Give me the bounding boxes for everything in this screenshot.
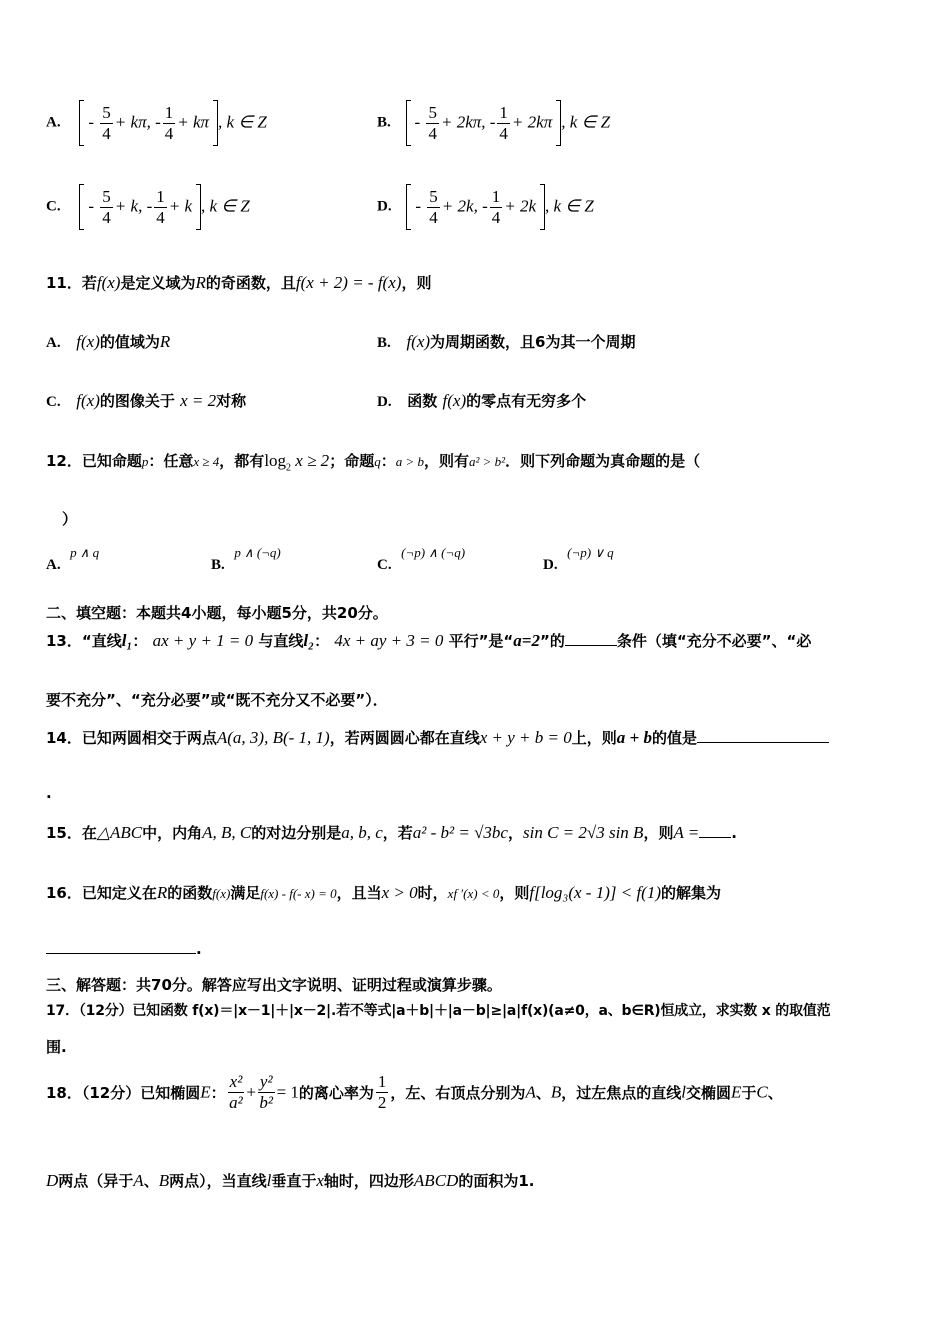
q16-answer-line: . [46, 940, 202, 958]
fraction: $\frac{\text{y²}}{\text{b²}}$ [259, 1072, 274, 1112]
answer-blank[interactable] [565, 645, 617, 646]
fraction: $\frac{1}{4}$ [164, 102, 174, 143]
fraction: $\frac{1}{4}$ [499, 102, 508, 143]
q12-option-a: A. p ∧ q [46, 545, 100, 573]
q11-option-a: A. f(x)的值域为R [46, 332, 171, 351]
q12-option-d: D. (¬p) ∨ q [543, 545, 614, 573]
q10-option-a: A. - $\frac{5}{4}$ + kπ, - $\frac{1}{4}$ + kπ , k ∈ Z [46, 100, 267, 146]
q11-option-d: D. 函数 f(x)的零点有无穷多个 [377, 391, 587, 410]
left-bracket [406, 100, 411, 146]
fraction: $\frac{1}{2}$ [377, 1072, 387, 1112]
q17-line1: 17．（12分）已知函数 f(x)＝|x－1|＋|x－2|.若不等式|a＋b|＋|a－b|≥|a|f(x)(a≠0，a、b∈R)恒成立，求实数 x 的取值范 [46, 1003, 831, 1019]
fraction: $\frac{5}{4}$ [428, 102, 437, 143]
q12-option-c: C. (¬p) ∧ (¬q) [377, 545, 466, 573]
section-2-heading: 二、填空题：本题共4小题，每小题5分，共20分。 [46, 604, 388, 622]
option-label: A. [46, 114, 61, 131]
left-bracket [79, 100, 84, 146]
fraction: $\frac{5}{4}$ [102, 186, 111, 227]
fraction: $\frac{5}{4}$ [102, 102, 111, 143]
q12-stem: 12．已知命题p：任意x ≥ 4，都有$\log_2 x \ge 2$；命题q：a > b，则有a² > b²．则下列命题为真命题的是（ [46, 451, 701, 474]
left-bracket [406, 184, 411, 230]
q13-line1: 13．“直线l₁： ax + y + 1 = 0 与直线l₂： 4x + ay + 3 = 0 平行”是“a=2”的 条件（填“充分不必要”、“必 [46, 631, 812, 650]
left-bracket [79, 184, 84, 230]
answer-blank[interactable] [46, 953, 196, 954]
q17-line2: 围. [46, 1038, 67, 1056]
option-label: B. [377, 114, 391, 131]
section-3-heading: 三、解答题：共70分。解答应写出文字说明、证明过程或演算步骤。 [46, 976, 502, 994]
fraction: $\frac{\text{x²}}{\text{a²}}$ [229, 1072, 243, 1112]
fraction: $\frac{1}{4}$ [156, 186, 165, 227]
q14-end-dot: . [46, 784, 52, 802]
q10-option-b: B. - $\frac{5}{4}$ + 2kπ, - $\frac{1}{4}$ + 2kπ , k ∈ Z [377, 100, 610, 146]
q13-line2: 要不充分”、“充分必要”或“既不充分又不必要”）． [46, 691, 388, 709]
q18-line1: 18．（12分）已知椭圆E： $\frac{\text{x²}}{\text{a²}}$ + $\frac{\text{y²}}{\text{b²}}$ = 1的离心率为 $\frac{1}{2}$ ，左、右顶点分别为A、B，过左焦点的直线l交椭圆E于C、 [46, 1072, 783, 1112]
option-label: C. [46, 198, 61, 215]
q10-option-c: C. - $\frac{5}{4}$ + k, - $\frac{1}{4}$ + k , k ∈ Z [46, 184, 250, 230]
answer-blank[interactable] [699, 837, 731, 838]
q11-option-b: B. f(x)为周期函数，且6为其一个周期 [377, 332, 636, 351]
fraction: $\frac{1}{4}$ [491, 186, 501, 227]
fraction: $\frac{5}{4}$ [429, 186, 438, 227]
answer-blank[interactable] [697, 742, 829, 743]
q11-stem: 11．若f(x)是定义域为R的奇函数，且f(x + 2) = - f(x)，则 [46, 273, 432, 292]
q14-stem: 14．已知两圆相交于两点A(a, 3), B(- 1, 1)，若两圆圆心都在直线x + y + b = 0上，则a + b的值是 [46, 727, 829, 748]
q12-option-b: B. p ∧ (¬q) [211, 545, 281, 573]
q11-option-c: C. f(x)的图像关于 x = 2对称 [46, 391, 247, 410]
option-label: D. [377, 198, 392, 215]
q10-option-d: D. - $\frac{5}{4}$ + 2k, - $\frac{1}{4}$ + 2k , k ∈ Z [377, 184, 594, 230]
q18-line2: D两点（异于A、B两点），当直线l垂直于x轴时，四边形ABCD的面积为1. [46, 1171, 535, 1190]
q15-stem: 15．在△ABC中，内角A, B, C的对边分别是a, b, c，若a² - b² = √3bc，sin C = 2√3 sin B，则A = . [46, 823, 737, 842]
q16-stem: 16．已知定义在R的函数f(x)满足f(x) - f(- x) = 0，且当x > 0时，xf ′(x) < 0，则f[log₃(x - 1)] < f(1)的解集为 [46, 883, 722, 902]
q12-close-paren: ） [62, 510, 78, 528]
